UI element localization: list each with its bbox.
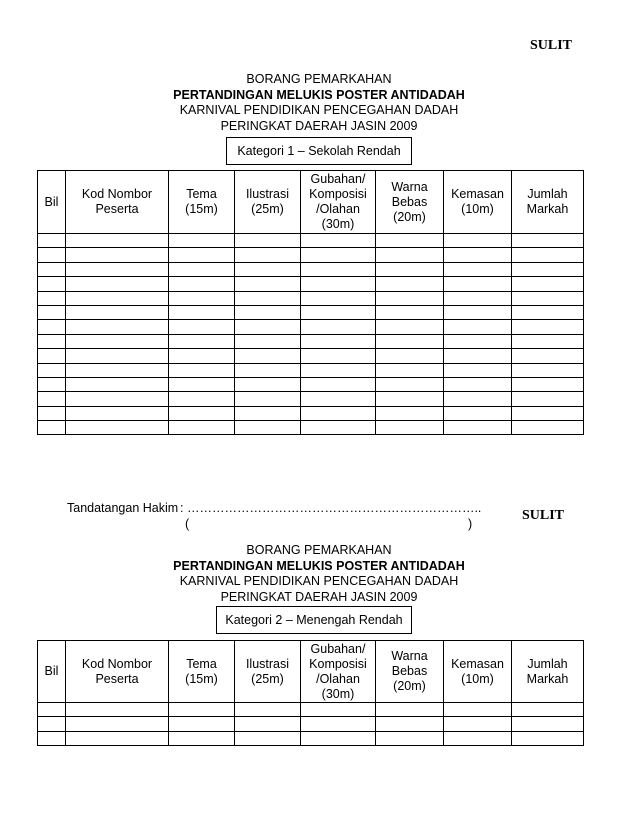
table-cell[interactable] [235,277,301,291]
table-cell[interactable] [301,248,376,262]
col-bil: Bil [38,171,66,234]
table-cell[interactable] [376,262,444,276]
table-cell[interactable] [512,421,584,435]
table-row [38,717,584,731]
col-text: Kemasan [451,656,504,671]
table-row [38,305,584,319]
table-cell[interactable] [444,305,512,319]
form-level: PERINGKAT DAERAH JASIN 2009 [220,118,418,133]
table-cell[interactable] [512,363,584,377]
table-cell[interactable] [66,277,169,291]
col-ilustrasi [235,171,301,234]
table-row [38,703,584,717]
table-cell[interactable] [444,320,512,334]
table-cell[interactable] [235,703,301,717]
table-cell[interactable] [235,291,301,305]
col-text: (20m) [393,209,426,224]
table-cell[interactable] [444,277,512,291]
table-row [38,349,584,363]
table-cell[interactable] [169,234,235,248]
table-cell[interactable] [235,349,301,363]
col-text: Kod Nombor [81,187,153,201]
form-header-1 [0,72,638,134]
table-cell[interactable] [301,305,376,319]
col-text: (10m) [461,202,494,216]
table-cell[interactable] [512,320,584,334]
table-row [38,262,584,276]
table-cell[interactable] [301,717,376,731]
col-text: (20m) [393,679,426,693]
table-cell[interactable] [301,731,376,745]
col-gubahan [301,641,376,703]
table-cell[interactable] [444,731,512,745]
col-warna-bebas [376,641,444,703]
table-cell[interactable] [235,392,301,406]
table-cell[interactable] [301,277,376,291]
table-body [38,234,584,435]
col-text: Tema [186,187,217,201]
signature-label: Tandatangan Hakim [67,501,179,515]
col-text: (15m) [185,671,218,686]
signature-paren-close: ) [468,517,473,531]
table-cell[interactable] [38,717,66,731]
table-cell[interactable] [66,305,169,319]
col-text: Warna [391,179,428,194]
table-cell[interactable] [444,349,512,363]
table-cell[interactable] [235,363,301,377]
table-cell[interactable] [235,406,301,420]
table-cell[interactable] [169,277,235,291]
table-cell[interactable] [301,320,376,334]
category-box-2: Kategori 2 – Menengah Rendah [216,606,412,634]
table-row [38,248,584,262]
table-cell[interactable] [301,703,376,717]
table-cell[interactable] [301,291,376,305]
table-cell[interactable] [38,392,66,406]
table-cell[interactable] [66,421,169,435]
col-kemasan [444,641,512,703]
sulit-label-middle: SULIT [522,508,565,523]
table-row [38,291,584,305]
form-event: KARNIVAL PENDIDIKAN PENCEGAHAN DADAH [179,574,459,588]
table-cell[interactable] [169,392,235,406]
col-tema [169,641,235,703]
table-cell[interactable] [512,377,584,391]
table-cell[interactable] [235,248,301,262]
table-row [38,234,584,248]
table-cell[interactable] [66,291,169,305]
col-text: Markah [526,671,569,686]
table-cell[interactable] [66,703,169,717]
col-text: Ilustrasi [245,187,290,201]
table-cell[interactable] [301,421,376,435]
table-cell[interactable] [38,262,66,276]
table-cell[interactable] [301,334,376,348]
col-text: Gubahan/ [310,172,366,186]
score-table-1 [37,170,584,435]
table-cell[interactable] [512,262,584,276]
table-cell[interactable] [376,421,444,435]
table-cell[interactable] [444,392,512,406]
table-cell[interactable] [376,703,444,717]
table-cell[interactable] [66,262,169,276]
table-cell[interactable] [512,248,584,262]
table-cell[interactable] [376,731,444,745]
table-cell[interactable] [376,320,444,334]
table-cell[interactable] [38,731,66,745]
table-header-row [38,171,584,234]
table-cell[interactable] [512,291,584,305]
table-header-row [38,641,584,703]
table-cell[interactable] [169,349,235,363]
table-cell[interactable] [512,277,584,291]
table-cell[interactable] [376,363,444,377]
col-ilustrasi [235,641,301,703]
form-subtitle: PERTANDINGAN MELUKIS POSTER ANTIDADAH [173,87,465,102]
col-text: Tema [186,656,217,671]
sulit-label-top: SULIT [530,38,573,53]
table-cell[interactable] [376,392,444,406]
table-cell[interactable] [169,406,235,420]
table-cell[interactable] [512,334,584,348]
table-cell[interactable] [235,234,301,248]
table-cell[interactable] [301,392,376,406]
table-cell[interactable] [235,320,301,334]
signature-line: : …………………………………………………………….. [180,501,482,515]
table-cell[interactable] [512,392,584,406]
table-cell[interactable] [235,305,301,319]
table-cell[interactable] [444,248,512,262]
table-cell[interactable] [376,406,444,420]
col-text: (15m) [185,202,218,216]
table-cell[interactable] [235,262,301,276]
table-cell[interactable] [38,349,66,363]
col-kod-nombor [66,641,169,703]
table-cell[interactable] [169,703,235,717]
table-cell[interactable] [38,703,66,717]
table-cell[interactable] [376,291,444,305]
table-cell[interactable] [444,406,512,420]
table-cell[interactable] [512,731,584,745]
table-cell[interactable] [376,234,444,248]
table-cell[interactable] [66,320,169,334]
col-text: (25m) [251,671,284,686]
table-row [38,731,584,745]
table-cell[interactable] [66,234,169,248]
table-cell[interactable] [444,262,512,276]
table-cell[interactable] [38,248,66,262]
table-cell[interactable] [301,363,376,377]
table-cell[interactable] [38,234,66,248]
score-table-2 [37,640,584,746]
table-cell[interactable] [235,731,301,745]
table-cell[interactable] [169,262,235,276]
table-cell[interactable] [169,717,235,731]
table-cell[interactable] [38,334,66,348]
table-cell[interactable] [169,320,235,334]
table-cell[interactable] [66,248,169,262]
table-row [38,363,584,377]
table-cell[interactable] [169,305,235,319]
table-cell[interactable] [235,377,301,391]
col-text: Kemasan [451,187,504,201]
col-gubahan [301,171,376,234]
table-cell[interactable] [376,248,444,262]
col-kod-nombor [66,171,169,234]
col-text: Gubahan/ [310,641,366,656]
table-cell[interactable] [444,234,512,248]
table-cell[interactable] [169,363,235,377]
table-cell[interactable] [235,717,301,731]
col-text: Bebas [391,664,428,678]
col-text: (10m) [461,671,494,686]
table-cell[interactable] [235,421,301,435]
table-cell[interactable] [301,406,376,420]
table-cell[interactable] [376,305,444,319]
table-row [38,277,584,291]
form-title: BORANG PEMARKAHAN [246,72,392,86]
table-row [38,334,584,348]
signature-paren-open: ( [185,517,190,531]
col-text: Ilustrasi [245,656,290,671]
table-row [38,392,584,406]
table-cell[interactable] [66,731,169,745]
form-subtitle: PERTANDINGAN MELUKIS POSTER ANTIDADAH [173,558,465,573]
table-cell[interactable] [38,363,66,377]
table-cell[interactable] [376,277,444,291]
table-cell[interactable] [376,334,444,348]
form-header-2 [0,543,638,605]
table-cell[interactable] [169,377,235,391]
col-text: Markah [526,202,569,216]
table-cell[interactable] [376,377,444,391]
table-cell[interactable] [38,421,66,435]
table-cell[interactable] [169,291,235,305]
table-cell[interactable] [376,349,444,363]
col-jumlah-markah [512,641,584,703]
col-text: Jumlah [527,656,568,671]
table-cell[interactable] [38,406,66,420]
table-cell[interactable] [301,349,376,363]
table-cell[interactable] [235,334,301,348]
table-cell[interactable] [444,421,512,435]
table-cell[interactable] [66,349,169,363]
table-cell[interactable] [444,291,512,305]
col-text: Peserta [95,671,139,686]
table-cell[interactable] [301,262,376,276]
table-cell[interactable] [301,234,376,248]
col-text: Komposisi [309,656,367,671]
table-cell[interactable] [38,277,66,291]
form-title: BORANG PEMARKAHAN [246,543,392,557]
col-tema [169,171,235,234]
table-cell[interactable] [512,717,584,731]
col-bil: Bil [38,641,66,703]
table-cell[interactable] [66,377,169,391]
form-level: PERINGKAT DAERAH JASIN 2009 [220,589,418,604]
table-cell[interactable] [444,703,512,717]
col-text: Komposisi [309,187,367,201]
table-cell[interactable] [169,731,235,745]
col-text: Warna [391,649,428,663]
table-cell[interactable] [512,234,584,248]
col-text: /Olahan [316,202,360,216]
table-cell[interactable] [169,334,235,348]
col-text: /Olahan [316,671,360,686]
table-cell[interactable] [512,406,584,420]
table-cell[interactable] [444,717,512,731]
table-cell[interactable] [38,377,66,391]
table-cell[interactable] [169,248,235,262]
table-row [38,421,584,435]
table-cell[interactable] [66,334,169,348]
col-jumlah-markah [512,171,584,234]
col-text: Kod Nombor [81,656,153,671]
table-cell[interactable] [301,377,376,391]
table-cell[interactable] [66,363,169,377]
col-text: (30m) [321,217,355,231]
table-row [38,320,584,334]
col-text: Peserta [95,202,139,216]
form-event: KARNIVAL PENDIDIKAN PENCEGAHAN DADAH [179,103,459,117]
table-cell[interactable] [38,320,66,334]
table-cell[interactable] [376,717,444,731]
table-cell[interactable] [169,421,235,435]
table-cell[interactable] [512,349,584,363]
table-body [38,703,584,746]
table-cell[interactable] [38,305,66,319]
table-cell[interactable] [444,377,512,391]
table-cell[interactable] [66,406,169,420]
col-text: (25m) [251,202,284,216]
table-row [38,377,584,391]
table-cell[interactable] [512,305,584,319]
table-row [38,406,584,420]
table-cell[interactable] [512,703,584,717]
col-text: (30m) [321,686,355,701]
col-kemasan [444,171,512,234]
col-warna-bebas [376,171,444,234]
table-cell[interactable] [444,334,512,348]
table-cell[interactable] [38,291,66,305]
table-cell[interactable] [66,392,169,406]
category-box-1: Kategori 1 – Sekolah Rendah [226,137,412,165]
col-text: Jumlah [527,187,568,201]
col-text: Bebas [391,194,428,209]
table-cell[interactable] [444,363,512,377]
table-cell[interactable] [66,717,169,731]
